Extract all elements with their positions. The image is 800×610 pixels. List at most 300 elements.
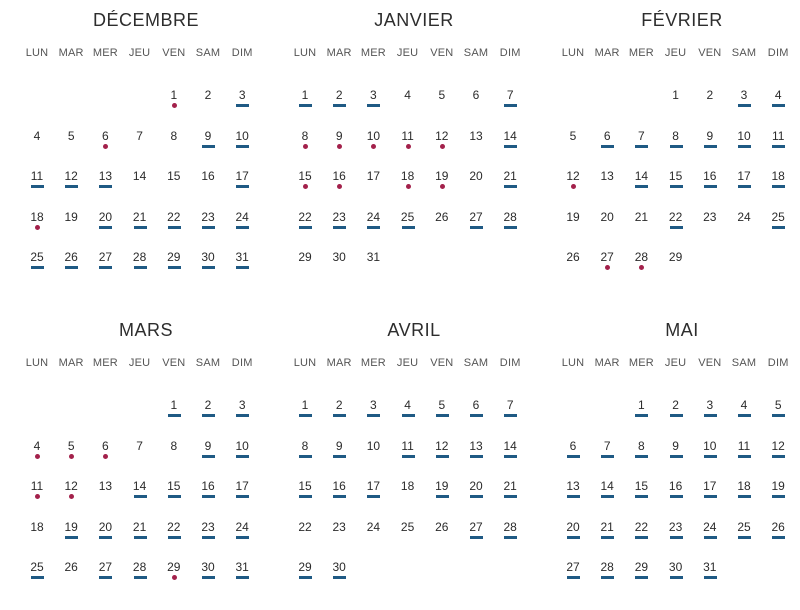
day-cell[interactable] bbox=[288, 210, 322, 240]
day-number: 14 bbox=[132, 479, 147, 493]
day-number: 21 bbox=[600, 519, 614, 534]
day-cell[interactable] bbox=[556, 439, 590, 469]
day-number: 17 bbox=[235, 479, 249, 493]
day-cell[interactable] bbox=[693, 560, 727, 590]
availability-bar-marker bbox=[601, 576, 614, 579]
day-cell[interactable] bbox=[761, 169, 795, 199]
day-cell[interactable] bbox=[693, 88, 727, 118]
availability-bar-marker bbox=[236, 104, 249, 107]
day-number: 25 bbox=[771, 209, 785, 224]
day-cell[interactable] bbox=[493, 88, 527, 118]
day-number: 4 bbox=[404, 88, 411, 102]
day-cell[interactable] bbox=[556, 560, 590, 590]
day-cell[interactable] bbox=[322, 479, 356, 509]
day-cell[interactable] bbox=[88, 479, 122, 509]
day-cell[interactable] bbox=[356, 88, 390, 118]
day-cell[interactable] bbox=[693, 129, 727, 159]
day-cell[interactable] bbox=[288, 88, 322, 118]
day-cell[interactable] bbox=[123, 560, 157, 590]
day-cell[interactable] bbox=[590, 169, 624, 199]
day-cell[interactable] bbox=[157, 560, 191, 590]
day-cell[interactable] bbox=[356, 210, 390, 240]
day-number: 10 bbox=[703, 438, 717, 453]
day-number: 6 bbox=[102, 438, 109, 453]
day-cell[interactable] bbox=[54, 250, 88, 280]
day-cell[interactable] bbox=[288, 439, 322, 469]
day-cell[interactable] bbox=[123, 479, 157, 509]
day-number: 17 bbox=[366, 479, 381, 493]
weekday-label: MER bbox=[628, 47, 654, 59]
day-number: 15 bbox=[634, 479, 649, 493]
day-cell[interactable] bbox=[761, 439, 795, 469]
availability-bar-marker bbox=[299, 414, 312, 417]
availability-bar-marker bbox=[134, 266, 147, 269]
day-cell[interactable] bbox=[659, 88, 693, 118]
day-number: 5 bbox=[438, 88, 446, 102]
weekday-label: MAR bbox=[58, 357, 84, 369]
day-cell[interactable] bbox=[225, 169, 259, 199]
day-cell[interactable] bbox=[659, 439, 693, 469]
day-cell[interactable] bbox=[624, 479, 658, 509]
weekday-label: MAR bbox=[594, 47, 620, 59]
day-cell[interactable] bbox=[54, 129, 88, 159]
day-cell[interactable] bbox=[659, 210, 693, 240]
availability-bar-marker bbox=[236, 414, 249, 417]
day-number: 4 bbox=[774, 88, 782, 102]
day-cell[interactable] bbox=[225, 129, 259, 159]
availability-bar-marker bbox=[601, 495, 614, 498]
day-cell[interactable] bbox=[493, 520, 527, 550]
day-number: 3 bbox=[706, 398, 714, 412]
day-cell[interactable] bbox=[659, 250, 693, 280]
day-cell[interactable] bbox=[225, 520, 259, 550]
day-cell[interactable] bbox=[322, 439, 356, 469]
day-cell[interactable] bbox=[590, 560, 624, 590]
day-cell[interactable] bbox=[425, 88, 459, 118]
day-cell[interactable] bbox=[191, 88, 225, 118]
availability-bar-marker bbox=[31, 185, 44, 188]
day-cell[interactable] bbox=[659, 169, 693, 199]
day-number: 10 bbox=[235, 438, 249, 453]
day-cell[interactable] bbox=[727, 169, 761, 199]
day-cell[interactable] bbox=[624, 560, 658, 590]
day-cell[interactable] bbox=[225, 439, 259, 469]
day-number: 19 bbox=[566, 209, 580, 224]
day-cell[interactable] bbox=[225, 210, 259, 240]
day-cell[interactable] bbox=[288, 479, 322, 509]
day-cell[interactable] bbox=[225, 479, 259, 509]
day-cell[interactable] bbox=[123, 210, 157, 240]
day-cell[interactable] bbox=[391, 88, 425, 118]
day-number: 9 bbox=[335, 128, 343, 143]
day-cell[interactable] bbox=[356, 398, 390, 428]
day-cell[interactable] bbox=[391, 129, 425, 159]
day-cell[interactable] bbox=[20, 520, 54, 550]
availability-bar-marker bbox=[436, 455, 449, 458]
day-cell[interactable] bbox=[356, 169, 390, 199]
day-cell[interactable] bbox=[425, 210, 459, 240]
day-cell[interactable] bbox=[624, 210, 658, 240]
availability-bar-marker bbox=[236, 145, 249, 148]
day-number: 22 bbox=[668, 209, 683, 224]
day-cell[interactable] bbox=[157, 439, 191, 469]
day-cell[interactable] bbox=[20, 129, 54, 159]
availability-bar-marker bbox=[168, 536, 181, 539]
day-cell[interactable] bbox=[157, 250, 191, 280]
day-cell[interactable] bbox=[123, 129, 157, 159]
day-cell[interactable] bbox=[88, 210, 122, 240]
event-dot-marker bbox=[103, 454, 108, 459]
day-cell[interactable] bbox=[225, 88, 259, 118]
availability-bar-marker bbox=[236, 185, 249, 188]
availability-bar-marker bbox=[402, 414, 415, 417]
day-cell[interactable] bbox=[322, 250, 356, 280]
day-cell[interactable] bbox=[391, 398, 425, 428]
day-cell[interactable] bbox=[191, 169, 225, 199]
day-cell[interactable] bbox=[20, 250, 54, 280]
day-number: 24 bbox=[235, 209, 249, 224]
day-cell[interactable] bbox=[391, 169, 425, 199]
day-cell[interactable] bbox=[20, 479, 54, 509]
day-cell[interactable] bbox=[425, 520, 459, 550]
day-cell[interactable] bbox=[157, 479, 191, 509]
day-cell[interactable] bbox=[191, 250, 225, 280]
day-cell[interactable] bbox=[556, 169, 590, 199]
day-cell[interactable] bbox=[54, 439, 88, 469]
event-dot-marker bbox=[303, 184, 308, 189]
weekday-label: DIM bbox=[767, 357, 789, 369]
day-cell[interactable] bbox=[493, 398, 527, 428]
day-cell[interactable] bbox=[693, 439, 727, 469]
availability-bar-marker bbox=[134, 226, 147, 229]
day-cell[interactable] bbox=[624, 398, 658, 428]
availability-bar-marker bbox=[202, 495, 215, 498]
day-number: 25 bbox=[737, 519, 751, 534]
day-cell[interactable] bbox=[54, 560, 88, 590]
day-cell[interactable] bbox=[322, 88, 356, 118]
day-cell[interactable] bbox=[123, 250, 157, 280]
availability-bar-marker bbox=[202, 266, 215, 269]
day-cell[interactable] bbox=[322, 129, 356, 159]
day-cell[interactable] bbox=[459, 210, 493, 240]
day-cell[interactable] bbox=[659, 560, 693, 590]
day-number: 15 bbox=[668, 169, 683, 183]
day-number: 2 bbox=[706, 88, 714, 102]
day-cell[interactable] bbox=[425, 169, 459, 199]
day-cell[interactable] bbox=[322, 169, 356, 199]
availability-bar-marker bbox=[470, 536, 483, 539]
availability-bar-marker bbox=[772, 104, 785, 107]
day-cell[interactable] bbox=[693, 169, 727, 199]
day-cell[interactable] bbox=[761, 129, 795, 159]
day-cell[interactable] bbox=[288, 560, 322, 590]
day-number: 23 bbox=[332, 519, 346, 534]
day-number: 21 bbox=[503, 169, 517, 183]
day-number: 2 bbox=[672, 398, 679, 412]
day-number: 29 bbox=[298, 250, 312, 264]
day-number: 5 bbox=[774, 398, 782, 412]
day-cell[interactable] bbox=[322, 398, 356, 428]
day-number: 17 bbox=[737, 169, 751, 183]
day-cell[interactable] bbox=[624, 169, 658, 199]
day-number: 23 bbox=[201, 209, 215, 224]
day-cell[interactable] bbox=[225, 398, 259, 428]
day-number: 31 bbox=[235, 560, 249, 574]
day-cell[interactable] bbox=[356, 250, 390, 280]
day-number: 3 bbox=[238, 88, 246, 102]
day-number: 13 bbox=[469, 438, 483, 453]
day-cell[interactable] bbox=[288, 250, 322, 280]
day-cell[interactable] bbox=[727, 210, 761, 240]
day-cell[interactable] bbox=[659, 479, 693, 509]
day-cell[interactable] bbox=[624, 439, 658, 469]
day-cell[interactable] bbox=[556, 479, 590, 509]
day-cell[interactable] bbox=[493, 439, 527, 469]
day-cell[interactable] bbox=[590, 210, 624, 240]
day-number: 6 bbox=[569, 438, 577, 453]
day-cell[interactable] bbox=[191, 479, 225, 509]
day-number: 6 bbox=[102, 128, 109, 143]
day-cell[interactable] bbox=[322, 520, 356, 550]
weekday-label: VEN bbox=[430, 47, 454, 59]
day-cell[interactable] bbox=[727, 439, 761, 469]
event-dot-marker bbox=[303, 144, 308, 149]
day-number: 5 bbox=[67, 128, 75, 143]
day-number: 15 bbox=[298, 479, 312, 493]
day-cell[interactable] bbox=[590, 520, 624, 550]
day-number: 8 bbox=[301, 438, 309, 453]
day-cell[interactable] bbox=[493, 479, 527, 509]
availability-bar-marker bbox=[202, 536, 215, 539]
day-cell[interactable] bbox=[493, 169, 527, 199]
day-number: 16 bbox=[668, 479, 683, 493]
availability-bar-marker bbox=[601, 536, 614, 539]
day-cell[interactable] bbox=[157, 169, 191, 199]
availability-bar-marker bbox=[772, 185, 785, 188]
weekday-label: JEU bbox=[664, 47, 687, 59]
availability-bar-marker bbox=[772, 226, 785, 229]
availability-bar-marker bbox=[567, 495, 580, 498]
day-number: 1 bbox=[672, 88, 679, 102]
day-cell[interactable] bbox=[425, 398, 459, 428]
day-cell[interactable] bbox=[191, 560, 225, 590]
day-cell[interactable] bbox=[54, 520, 88, 550]
day-cell[interactable] bbox=[425, 439, 459, 469]
day-cell[interactable] bbox=[727, 129, 761, 159]
day-cell[interactable] bbox=[493, 129, 527, 159]
event-dot-marker bbox=[639, 265, 644, 270]
availability-bar-marker bbox=[99, 536, 112, 539]
day-cell[interactable] bbox=[288, 398, 322, 428]
day-cell[interactable] bbox=[459, 520, 493, 550]
day-cell[interactable] bbox=[556, 520, 590, 550]
day-cell[interactable] bbox=[761, 479, 795, 509]
weekday-label: LUN bbox=[293, 47, 317, 59]
availability-bar-marker bbox=[738, 104, 751, 107]
day-cell[interactable] bbox=[761, 398, 795, 428]
availability-bar-marker bbox=[168, 266, 181, 269]
day-cell[interactable] bbox=[356, 520, 390, 550]
day-cell[interactable] bbox=[727, 520, 761, 550]
day-cell[interactable] bbox=[590, 129, 624, 159]
day-cell[interactable] bbox=[761, 210, 795, 240]
day-cell[interactable] bbox=[556, 129, 590, 159]
event-dot-marker bbox=[103, 144, 108, 149]
day-cell[interactable] bbox=[459, 88, 493, 118]
day-cell[interactable] bbox=[590, 479, 624, 509]
event-dot-marker bbox=[337, 144, 342, 149]
availability-bar-marker bbox=[738, 536, 751, 539]
day-cell[interactable] bbox=[20, 560, 54, 590]
day-cell[interactable] bbox=[88, 250, 122, 280]
day-number: 22 bbox=[167, 519, 181, 534]
day-cell[interactable] bbox=[590, 250, 624, 280]
day-cell[interactable] bbox=[590, 439, 624, 469]
day-cell[interactable] bbox=[693, 520, 727, 550]
availability-bar-marker bbox=[65, 266, 78, 269]
day-cell[interactable] bbox=[727, 88, 761, 118]
event-dot-marker bbox=[371, 144, 376, 149]
day-number: 26 bbox=[435, 519, 449, 534]
day-number: 22 bbox=[167, 209, 181, 224]
day-cell[interactable] bbox=[356, 439, 390, 469]
day-cell[interactable] bbox=[157, 129, 191, 159]
availability-bar-marker bbox=[299, 576, 312, 579]
day-number: 27 bbox=[469, 209, 483, 224]
day-cell[interactable] bbox=[54, 479, 88, 509]
day-cell[interactable] bbox=[123, 169, 157, 199]
day-number: 7 bbox=[506, 88, 514, 102]
day-number: 29 bbox=[634, 560, 649, 574]
day-number: 23 bbox=[201, 519, 215, 534]
day-cell[interactable] bbox=[693, 398, 727, 428]
day-cell[interactable] bbox=[459, 398, 493, 428]
day-cell[interactable] bbox=[225, 250, 259, 280]
day-number: 14 bbox=[132, 169, 147, 183]
availability-bar-marker bbox=[567, 455, 580, 458]
day-cell[interactable] bbox=[123, 439, 157, 469]
day-cell[interactable] bbox=[123, 520, 157, 550]
day-cell[interactable] bbox=[693, 479, 727, 509]
day-number: 12 bbox=[771, 438, 785, 453]
day-cell[interactable] bbox=[659, 520, 693, 550]
day-cell[interactable] bbox=[459, 439, 493, 469]
weekday-label: LUN bbox=[561, 357, 585, 369]
day-number: 6 bbox=[472, 398, 480, 412]
day-cell[interactable] bbox=[727, 398, 761, 428]
day-cell[interactable] bbox=[659, 398, 693, 428]
day-cell[interactable] bbox=[391, 210, 425, 240]
day-cell[interactable] bbox=[20, 169, 54, 199]
event-dot-marker bbox=[440, 184, 445, 189]
day-cell[interactable] bbox=[556, 210, 590, 240]
day-cell[interactable] bbox=[20, 439, 54, 469]
day-number: 20 bbox=[98, 209, 113, 224]
availability-bar-marker bbox=[402, 226, 415, 229]
day-cell[interactable] bbox=[459, 169, 493, 199]
day-cell[interactable] bbox=[288, 129, 322, 159]
day-cell[interactable] bbox=[624, 129, 658, 159]
day-cell[interactable] bbox=[157, 398, 191, 428]
availability-bar-marker bbox=[567, 536, 580, 539]
day-cell[interactable] bbox=[322, 210, 356, 240]
day-cell[interactable] bbox=[624, 520, 658, 550]
day-cell[interactable] bbox=[54, 210, 88, 240]
day-number: 16 bbox=[703, 169, 717, 183]
day-number: 23 bbox=[703, 209, 717, 224]
availability-bar-marker bbox=[99, 226, 112, 229]
availability-bar-marker bbox=[99, 576, 112, 579]
weekday-label: VEN bbox=[430, 357, 454, 369]
event-dot-marker bbox=[69, 494, 74, 499]
day-cell[interactable] bbox=[88, 169, 122, 199]
day-cell[interactable] bbox=[288, 169, 322, 199]
day-cell[interactable] bbox=[659, 129, 693, 159]
day-cell[interactable] bbox=[727, 479, 761, 509]
event-dot-marker bbox=[69, 454, 74, 459]
day-cell[interactable] bbox=[191, 439, 225, 469]
availability-bar-marker bbox=[704, 455, 717, 458]
day-cell[interactable] bbox=[391, 520, 425, 550]
availability-bar-marker bbox=[31, 266, 44, 269]
day-cell[interactable] bbox=[191, 398, 225, 428]
day-cell[interactable] bbox=[391, 439, 425, 469]
day-cell[interactable] bbox=[191, 129, 225, 159]
day-cell[interactable] bbox=[157, 520, 191, 550]
day-cell[interactable] bbox=[322, 560, 356, 590]
day-cell[interactable] bbox=[425, 129, 459, 159]
day-cell[interactable] bbox=[425, 479, 459, 509]
day-cell[interactable] bbox=[356, 479, 390, 509]
day-cell[interactable] bbox=[288, 520, 322, 550]
day-cell[interactable] bbox=[88, 129, 122, 159]
day-cell[interactable] bbox=[88, 520, 122, 550]
availability-bar-marker bbox=[704, 414, 717, 417]
day-cell[interactable] bbox=[191, 210, 225, 240]
day-cell[interactable] bbox=[225, 560, 259, 590]
day-cell[interactable] bbox=[391, 479, 425, 509]
availability-bar-marker bbox=[436, 414, 449, 417]
day-cell[interactable] bbox=[459, 129, 493, 159]
day-cell[interactable] bbox=[761, 520, 795, 550]
day-number: 24 bbox=[737, 209, 751, 224]
day-cell[interactable] bbox=[191, 520, 225, 550]
weekday-label: JEU bbox=[396, 357, 419, 369]
day-cell[interactable] bbox=[54, 169, 88, 199]
day-cell[interactable] bbox=[693, 210, 727, 240]
day-number: 18 bbox=[400, 169, 415, 183]
event-dot-marker bbox=[35, 494, 40, 499]
day-cell[interactable] bbox=[20, 210, 54, 240]
day-number: 25 bbox=[30, 560, 44, 574]
day-cell[interactable] bbox=[459, 479, 493, 509]
event-dot-marker bbox=[605, 265, 610, 270]
availability-bar-marker bbox=[772, 536, 785, 539]
day-cell[interactable] bbox=[157, 88, 191, 118]
day-cell[interactable] bbox=[761, 88, 795, 118]
availability-bar-marker bbox=[202, 576, 215, 579]
day-cell[interactable] bbox=[556, 250, 590, 280]
day-number: 8 bbox=[672, 128, 679, 143]
day-cell[interactable] bbox=[356, 129, 390, 159]
day-number: 30 bbox=[332, 560, 346, 574]
day-cell[interactable] bbox=[624, 250, 658, 280]
day-cell[interactable] bbox=[493, 210, 527, 240]
day-cell[interactable] bbox=[88, 439, 122, 469]
day-cell[interactable] bbox=[88, 560, 122, 590]
availability-bar-marker bbox=[635, 145, 648, 148]
day-cell[interactable] bbox=[157, 210, 191, 240]
